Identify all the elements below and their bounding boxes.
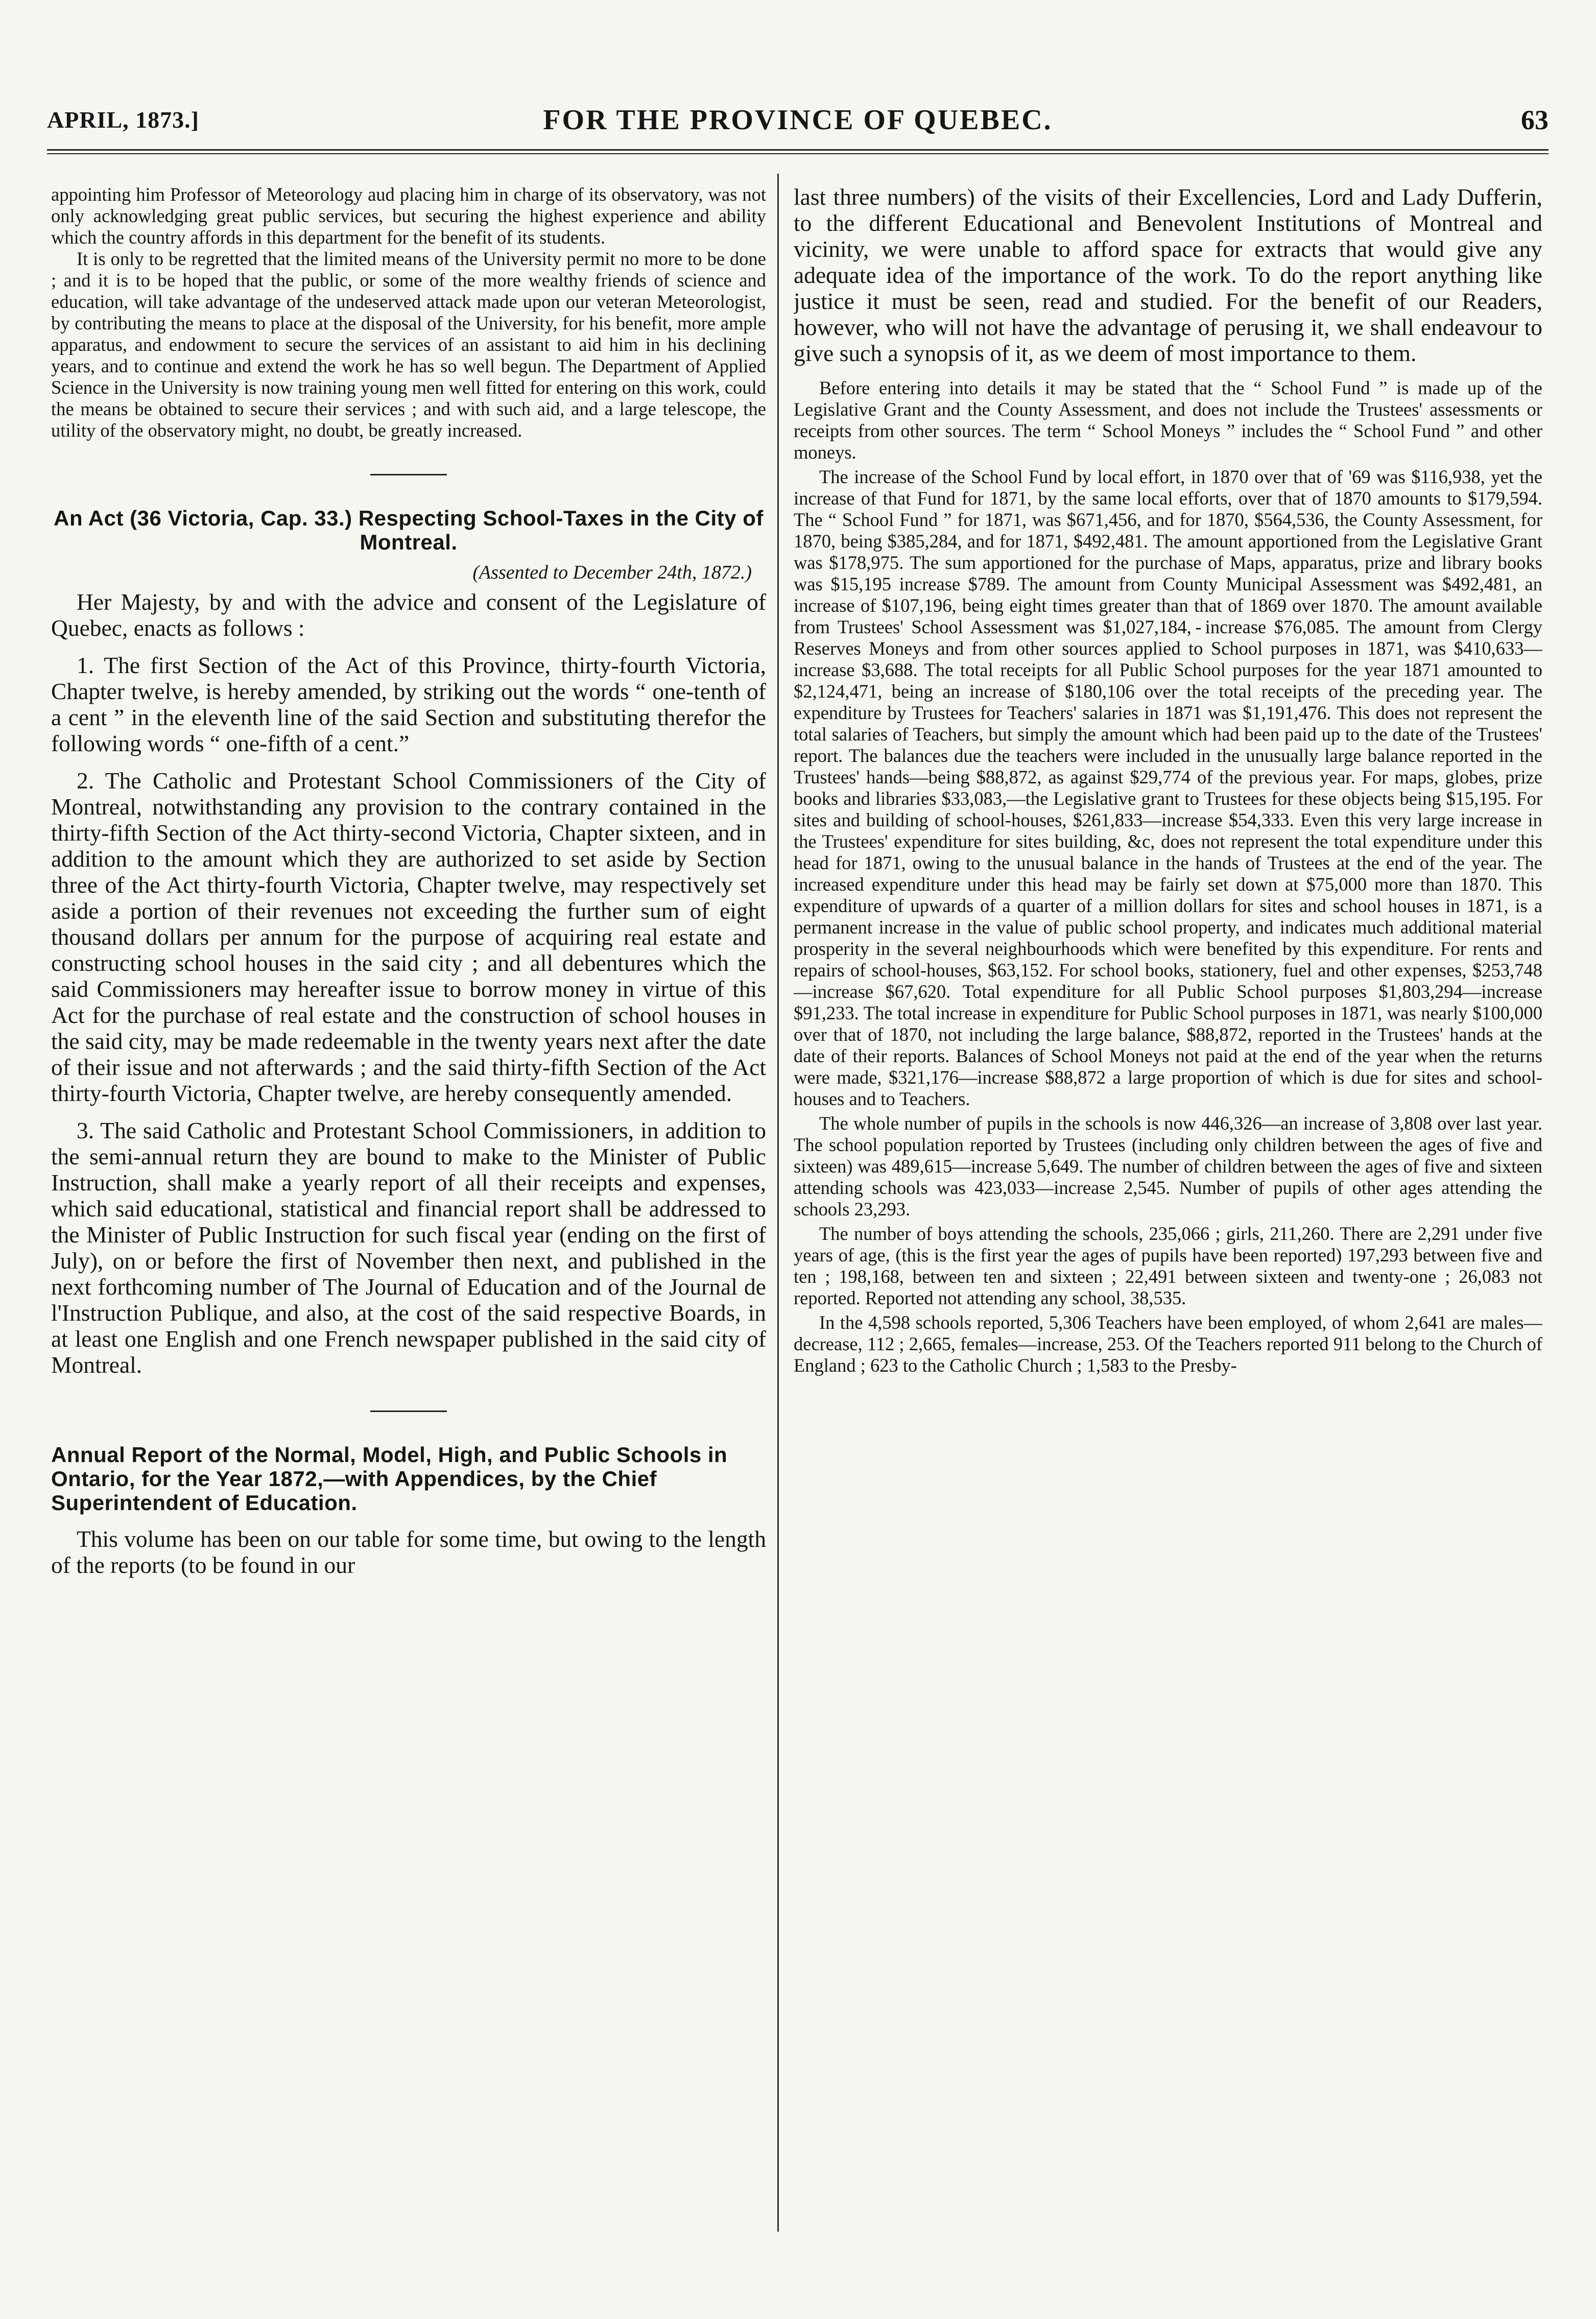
section-separator (370, 474, 447, 475)
teacher-statistics: In the 4,598 schools reported, 5,306 Teachers have been employed, of whom 2,641 are males—decrease, 112 ; 2,665, females—increase, 253. Of the Teachers reported 911 belong to the Church of England ; 623 to the Catholic Church ; 1,583 to the Presby- (794, 1312, 1542, 1376)
act-preamble: Her Majesty, by and with the advice and consent of the Legislature of Quebec, enacts as follows : (51, 589, 766, 641)
attendance-statistics: The number of boys attending the schools, 235,066 ; girls, 211,260. There are 2,291 under five years of age, (this is the first year the ages of pupils have been reported) 197,293 between five and ten ; 198,168, between ten and sixteen ; 22,491 between sixteen and twenty-one ; 26,083 not reported. Reported not attending any school, 38,535. (794, 1223, 1542, 1308)
act-heading: An Act (36 Victoria, Cap. 33.) Respecting School-Taxes in the City of Montreal. (54, 506, 764, 554)
act-section-2: 2. The Catholic and Protestant School Commissioners of the City of Montreal, notwithstanding any provision to the contrary contained in the thirty-fifth Section of the Act thirty-second Victoria, Chapter sixteen, and in addition to the amount which they are authorized to set aside by Section three of the Act thirty-fourth Victoria, Chapter twelve, may respectively set aside a portion of their revenues not exceeding the further sum of eight thousand dollars per annum for the purpose of acquiring real estate and constructing school houses in the said city ; and all debentures which the said Commissioners may hereafter issue to borrow money in virtue of this Act for the purchase of real estate and the construction of school houses in the said city, may be made redeemable in the twenty years next after the date of their issue and not afterwards ; and the said thirty-fifth Section of the Act thirty-fourth Victoria, Chapter twelve, are hereby consequently amended. (51, 768, 766, 1106)
page-number: 63 (1521, 105, 1549, 135)
school-fund-statistics: The increase of the School Fund by local effort, in 1870 over that of '69 was $116,938, yet the increase of that Fund for 1871, by the same local efforts, over that of 1870 amounts to $179,594. The “ School Fund ” for 1871, was $671,456, and for 1870, $564,536, the County Assessment, for 1870, being $385,284, and for 1871, $492,481. The amount apportioned from the Legislative Grant was $178,975. The sum apportioned for the purchase of Maps, apparatus, prize and library books was $15,195 increase $789. The amount from County Municipal Assessment was $492,481, an increase of $107,196, being eight times greater than that of 1869 over 1870. The amount available from Trustees' School Assessment was $1,027,184, - increase $76,085. The amount from Clergy Reserves Moneys and from other sources applied to School purposes in 1871, was $410,633—increase $3,688. The total receipts for all Public School purposes for the year 1871 amounted to $2,124,471, being an increase of $180,106 over the total receipts of the preceding year. The expenditure by Trustees for Teachers' salaries in 1871 was $1,191,476. This does not represent the total salaries of Teachers, but simply the amount which had been paid up to the date of the Trustees' report. The balances due the teachers were included in the unusually large balance reported in the Trustees' hands—being $88,872, as against $29,774 of the previous year. For maps, globes, prize books and libraries $33,083,—the Legislative grant to Trustees for these objects being $15,195. For sites and building of school-houses, $261,833—increase $54,333. Even this very large increase in the Trustees' expenditure for sites building, &c, does not represent the total expenditure under this head for 1871, owing to the unusual balance in the hands of Trustees at the end of the year. The increased expenditure under this head may be fairly set down at $75,000 more than 1870. This expenditure of upwards of a quarter of a million dollars for sites and school houses in 1871, is a permanent increase in the value of public school property, and indicates much additional material prosperity in the several neighbourhoods which were benefited by this expenditure. For rents and repairs of school-houses, $63,152. For school books, stationery, fuel and other expenses, $253,748—increase $67,620. Total expenditure for all Public School purposes $1,803,294—increase $91,233. The total increase in expenditure for Public School purposes in 1871, was nearly $100,000 over that of 1870, not including the large balance, $88,872, reported in the Trustees' hands at the date of their reports. Balances of School Moneys not paid at the end of the year when the returns were made, $321,176—increase $88,872 a large proportion of which is due for sites and school-houses and to Teachers. (794, 466, 1542, 1109)
running-title: FOR THE PROVINCE OF QUEBEC. (543, 104, 1053, 136)
act-section-3: 3. The said Catholic and Protestant School Commissioners, in addition to the semi-annual return they are bound to make to the Minister of Public Instruction, shall make a yearly report of all their receipts and expenses, which said educational, statistical and financial report shall be addressed to the Minister of Public Instruction for such fiscal year (ending on the first of July), on or before the first of November then next, and published in the next forthcoming number of The Journal of Education and of the Journal de l'Instruction Publique, and also, at the cost of the said respective Boards, in at least one English and one French newspaper published in the said city of Montreal. (51, 1117, 766, 1378)
school-fund-definition: Before entering into details it may be stated that the “ School Fund ” is made up of the Legislative Grant and the County Assessment, and does not include the Trustees' assessments or receipts from other sources. The term “ School Moneys ” includes the “ School Fund ” and other moneys. (794, 377, 1542, 463)
left-column (51, 184, 766, 2232)
running-head (47, 97, 1549, 143)
header-rule (47, 149, 1549, 154)
act-assent-date: (Assented to December 24th, 1872.) (472, 562, 752, 583)
issue-date: APRIL, 1873.] (47, 107, 199, 133)
meteorology-paragraph-1: appointing him Professor of Meteorology aud placing him in charge of its observatory, was not only acknowledging great public services, but securing the highest experience and ability which the country affords in this department for the benefit of its students. (51, 184, 766, 248)
meteorology-paragraph-2: It is only to be regretted that the limited means of the University permit no more to be done ; and it is to be hoped that the public, or some of the more wealthy friends of science and education, will take advantage of the undeserved attack made upon our veteran Meteorologist, by contributing the means to place at the disposal of the University, for his benefit, more ample apparatus, and endowment to secure the services of an assistant to aid him in his declining years, and to continue and extend the work he has so well begun. The Department of Applied Science in the University is now training young men well fitted for entering on this work, could the means be obtained to secure their services ; and with such aid, and a large telescope, the utility of the observatory might, no doubt, be greatly increased. (51, 248, 766, 441)
report-intro-continued: last three numbers) of the visits of their Excellencies, Lord and Lady Dufferin, to the different Educational and Benevolent Institutions of Montreal and vicinity, we were unable to afford space for extracts that would give any adequate idea of the importance of the work. To do the report anything like justice it must be seen, read and studied. For the benefit of our Readers, however, who will not have the advantage of perusing it, we shall endeavour to give such a synopsis of it, as we deem of most importance to them. (794, 184, 1542, 366)
report-heading: Annual Report of the Normal, Model, High, and Public Schools in Ontario, for the Year 1872,—with Appendices, by the Chief Superintendent of Education. (51, 1443, 728, 1515)
section-separator (370, 1410, 447, 1412)
report-intro: This volume has been on our table for some time, but owing to the length of the reports (to be found in our (51, 1526, 766, 1578)
right-column (794, 184, 1542, 2232)
act-section-1: 1. The first Section of the Act of this Province, thirty-fourth Victoria, Chapter twelve, is hereby amended, by striking out the words “ one-tenth of a cent ” in the eleventh line of the said Section and substituting therefor the following words “ one-fifth of a cent.” (51, 652, 766, 756)
column-divider (777, 174, 779, 2232)
pupil-statistics: The whole number of pupils in the schools is now 446,326—an increase of 3,808 over last year. The school population reported by Trustees (including only children between the ages of five and sixteen) was 489,615—increase 5,649. The number of children between the ages of five and sixteen attending schools was 423,033—increase 2,545. Number of pupils of other ages attending the schools 23,293. (794, 1113, 1542, 1220)
